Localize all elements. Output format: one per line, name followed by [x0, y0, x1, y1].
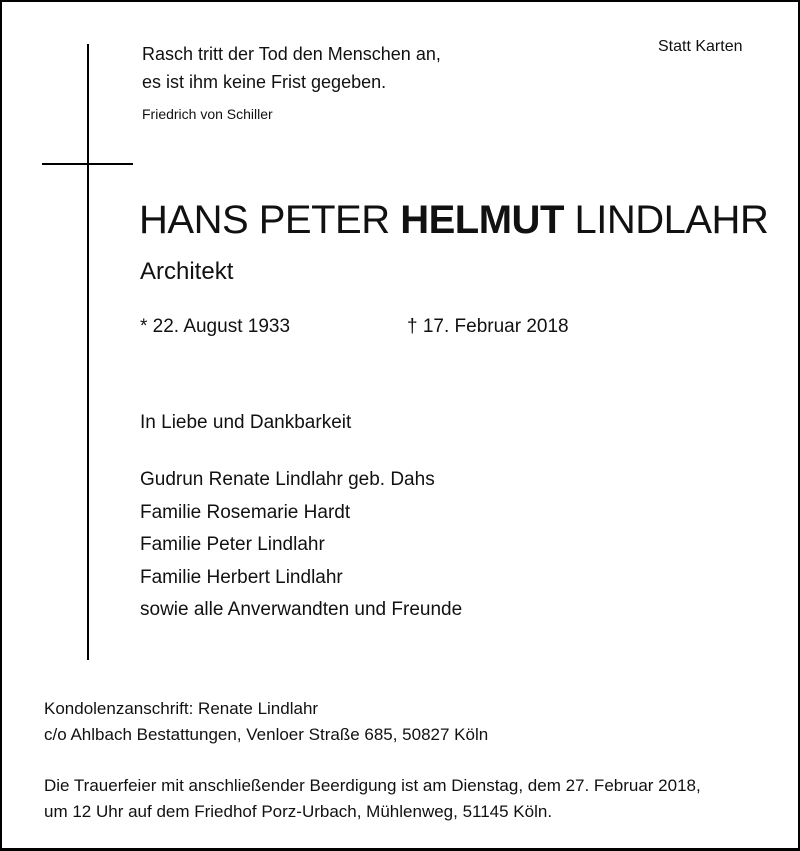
mourner-item: sowie alle Anverwandten und Freunde — [140, 599, 463, 620]
mourner-item: Gudrun Renate Lindlahr geb. Dahs — [140, 469, 435, 490]
schiller-quote — [142, 40, 441, 96]
intro-text: In Liebe und Dankbarkeit — [140, 412, 352, 433]
deceased-name — [139, 198, 768, 243]
cross-horizontal-bar — [42, 163, 133, 165]
mourner-item: Familie Peter Lindlahr — [140, 534, 325, 555]
condolence-line-2: c/o Ahlbach Bestattungen, Venloer Straße 685, 50827 Köln — [44, 725, 489, 744]
quote-line-1: Rasch tritt der Tod den Menschen an, — [142, 44, 441, 64]
mourner-item: Familie Herbert Lindlahr — [140, 566, 343, 588]
quote-line-2: es ist ihm keine Frist gegeben. — [142, 72, 387, 92]
condolence-address — [44, 696, 488, 748]
name-called: HELMUT — [400, 198, 564, 242]
name-last: LINDLAHR — [574, 198, 769, 242]
funeral-line-1: Die Trauerfeier mit anschließender Beerdigung ist am Dienstag, dem 27. Februar 2018, — [44, 776, 701, 795]
cross-vertical-bar — [87, 44, 89, 660]
condolence-line-1: Kondolenzanschrift: Renate Lindlahr — [44, 699, 319, 718]
mourners-list — [140, 464, 462, 627]
birth-date: * 22. August 1933 — [140, 316, 291, 337]
funeral-line-2: um 12 Uhr auf dem Friedhof Porz-Urbach, Mühlenweg, 51145 Köln. — [44, 802, 553, 821]
funeral-info — [44, 773, 701, 825]
profession: Architekt — [140, 258, 234, 285]
statt-karten-label: Statt Karten — [658, 38, 743, 55]
quote-author: Friedrich von Schiller — [142, 106, 273, 122]
mourner-item: Familie Rosemarie Hardt — [140, 501, 351, 523]
name-first: HANS PETER — [139, 198, 390, 242]
death-date: † 17. Februar 2018 — [407, 316, 569, 337]
